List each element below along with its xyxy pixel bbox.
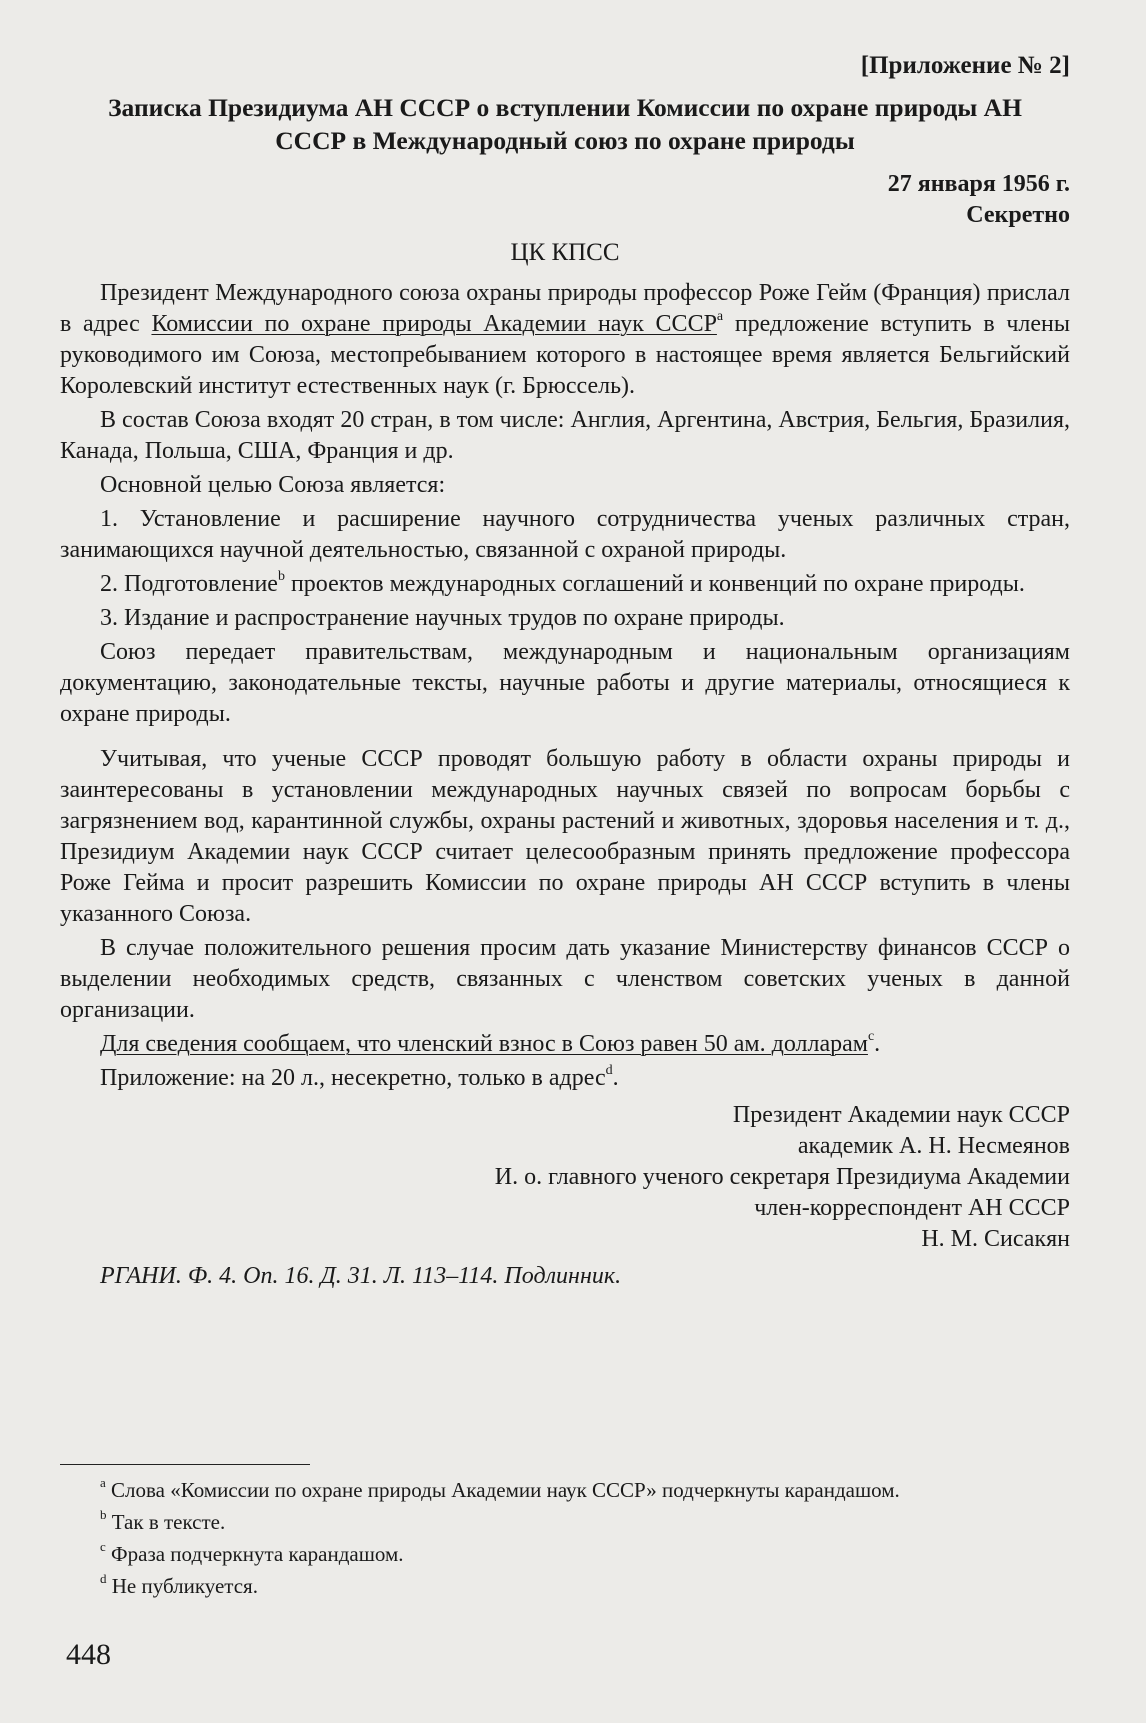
signature-line-5: Н. М. Сисакян <box>921 1226 1070 1252</box>
footnote-ref-c: c <box>867 1029 875 1044</box>
document-date: 27 января 1956 г. <box>887 171 1070 197</box>
footnote-mark-a: a <box>100 1475 106 1490</box>
classification-label: Секретно <box>966 202 1070 228</box>
footnote-ref-a: a <box>716 309 724 324</box>
item2-text-before: 2. Подготовление <box>100 571 278 597</box>
p7-text-after: . <box>874 1031 881 1057</box>
appendix-label: [Приложение № 2] <box>860 52 1070 79</box>
footnote-mark-c: c <box>100 1539 106 1554</box>
item2-text-after: проектов международных соглашений и конвенций по охране природы. <box>284 571 1025 597</box>
underlined-phrase-commission: Комиссии по охране природы Академии наук СССР <box>151 311 717 337</box>
list-item-1: 1. Установление и расширение научного сотрудничества ученых различных стран, занимающихся научной деятельностью, связанной с охраной природы. <box>60 506 1070 563</box>
addressee: ЦК КПСС <box>510 239 620 266</box>
page-number: 448 <box>66 1638 111 1671</box>
footnotes <box>60 1476 1070 1604</box>
footnote-ref-d: d <box>605 1063 613 1078</box>
signature-line-3: И. о. главного ученого секретаря Президиума Академии <box>494 1164 1070 1190</box>
paragraph-4: Союз передает правительствам, международным и национальным организациям документацию, законодательные тексты, научные работы и другие материалы, относящиеся к охране природы. <box>60 639 1070 727</box>
list-item-2 <box>60 569 1070 600</box>
p8-text: Приложение: на 20 л., несекретно, только в адрес <box>100 1065 606 1091</box>
footnote-text-a: Слова «Комиссии по охране природы Академии наук СССР» подчеркнуты карандашом. <box>105 1478 900 1502</box>
paragraph-6: В случае положительного решения просим дать указание Министерству финансов СССР о выделении необходимых средств, связанных с членством советских ученых в данной организации. <box>60 935 1070 1023</box>
p8-text-after: . <box>612 1065 619 1091</box>
paragraph-3: Основной целью Союза является: <box>100 472 446 498</box>
signature-line-4: член-корреспондент АН СССР <box>754 1195 1070 1221</box>
p1-text-after: предложение вступить в члены руководимого им Союза, местопребыванием которого в настоящее время является Бельгийский Королевский институт естественных наук (г. Брюссель). <box>60 311 1070 399</box>
paragraph-8 <box>60 1063 1070 1094</box>
document-title: Записка Президиума АН СССР о вступлении Комиссии по охране природы АН СССР в Международный союз по охране природы <box>108 93 1022 155</box>
paragraph-7 <box>60 1029 1070 1060</box>
p1-text-before: Президент Международного союза охраны природы профессор Роже Гейм (Франция) прислал в адрес <box>60 280 1070 337</box>
footnote-text-b: Так в тексте. <box>106 1510 226 1534</box>
signature-block <box>60 1100 1070 1255</box>
archive-source: РГАНИ. Ф. 4. Оп. 16. Д. 31. Л. 113–114. Подлинник. <box>100 1263 622 1289</box>
footnote-ref-b: b <box>277 569 285 584</box>
signature-line-2: академик А. Н. Несмеянов <box>797 1133 1070 1159</box>
footnote-text-c: Фраза подчеркнута карандашом. <box>105 1542 404 1566</box>
paragraph-2: В состав Союза входят 20 стран, в том числе: Англия, Аргентина, Австрия, Бельгия, Бразилия, Канада, Польша, США, Франция и др. <box>60 407 1070 464</box>
footnote-b <box>60 1508 1070 1536</box>
signature-line-1: Президент Академии наук СССР <box>732 1102 1070 1128</box>
footnote-a <box>60 1476 1070 1504</box>
footnote-d <box>60 1572 1070 1600</box>
list-item-3: 3. Издание и распространение научных трудов по охране природы. <box>100 605 785 631</box>
paragraph-5: Учитывая, что ученые СССР проводят большую работу в области охраны природы и заинтересованы в установлении международных научных связей по вопросам борьбы с загрязнением вод, карантинной службы, охраны растений и животных, здоровья населения и т. д., Президиум Академии наук СССР считает целесообразным принять предложение профессора Роже Гейма и просит разрешить Комиссии по охране природы АН СССР вступить в члены указанного Союза. <box>60 746 1070 927</box>
footnote-c <box>60 1540 1070 1568</box>
footnote-text-d: Не публикуется. <box>106 1574 258 1598</box>
document-body <box>60 50 1070 1292</box>
underlined-phrase-fee: Для сведения сообщаем, что членский взнос в Союз равен 50 ам. долларам <box>100 1031 868 1057</box>
footnote-mark-b: b <box>100 1507 107 1522</box>
footnote-divider <box>60 1464 310 1465</box>
paragraph-1 <box>60 278 1070 402</box>
footnote-mark-d: d <box>100 1571 107 1586</box>
